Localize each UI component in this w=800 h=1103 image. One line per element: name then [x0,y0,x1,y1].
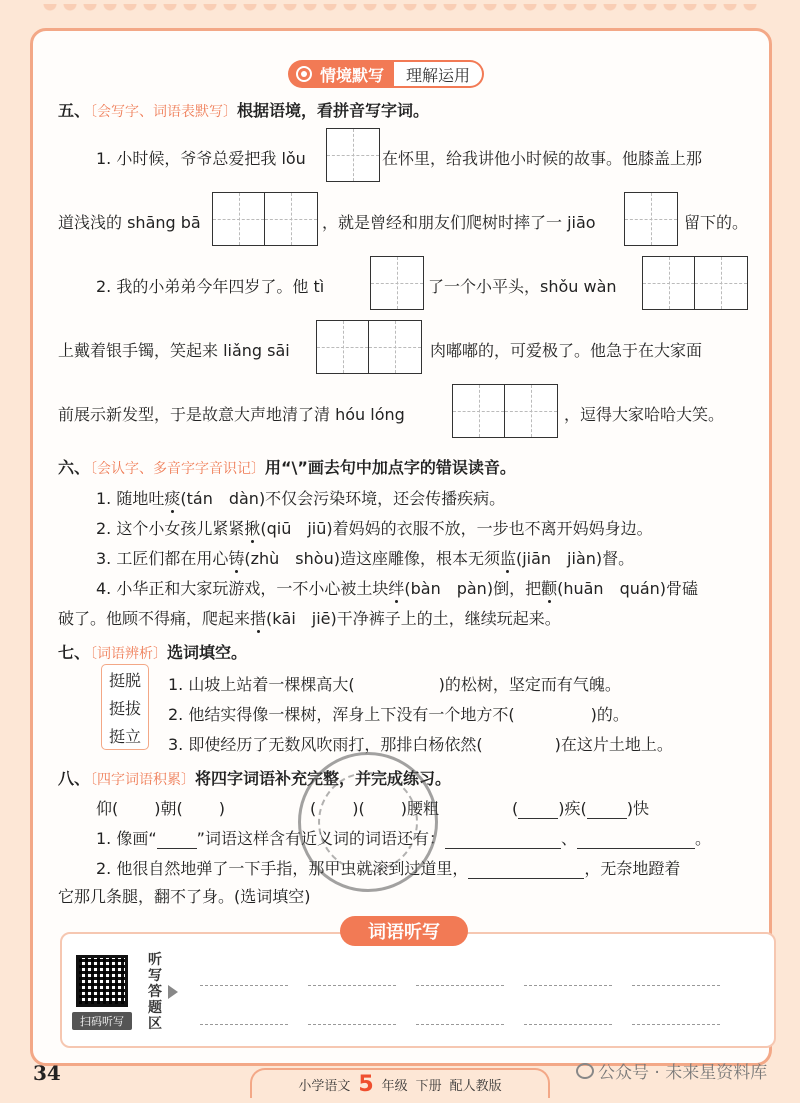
section7-tag: 〔词语辨析〕 [90,646,168,662]
s7-line3: 3. 即使经历了无数风吹雨打，那排白杨依然( )在这片土地上。 [168,735,673,754]
dotted-char: 铸 [228,549,245,568]
dictation-line[interactable] [416,985,504,986]
dictation-line[interactable] [200,1024,288,1025]
section7-title-text: 选词填空。 [167,643,248,662]
footer-tab [250,1068,550,1098]
section8-tag: 〔四字词语积累〕 [90,772,196,788]
s5-p2-line2a: 上戴着银手镯，笑起来 liǎng sāi [58,341,290,360]
answer-box-lou[interactable] [326,128,380,182]
dictation-line[interactable] [524,985,612,986]
dictation-title: 词语听写 [340,916,468,946]
footer-grade: 5 [358,1071,374,1097]
section5-title-text: 根据语境，看拼音写字词。 [237,101,430,120]
answer-box-shouwan[interactable] [642,256,748,310]
dictation-line[interactable] [416,1024,504,1025]
dotted-char: 揪 [244,519,261,538]
header-left [288,60,394,88]
answer-box-liangsai[interactable] [316,320,422,374]
dictation-line[interactable] [632,1024,720,1025]
watermark [576,1058,767,1083]
dictation-line[interactable] [524,1024,612,1025]
section6-title-text: 用“\”画去句中加点字的错误读音。 [265,458,516,477]
section5-num: 五、 [58,101,91,120]
page-number: 34 [33,1061,61,1085]
section6-title [58,455,516,478]
dictation-line[interactable] [308,985,396,986]
word-choice: 挺立 [108,726,141,746]
footer-term: 下册 [415,1078,442,1094]
dotted-char: 颧 [541,579,558,598]
s6-line1: 1. 随地吐痰(tán dàn)不仅会污染环境，还会传播疾病。 [96,489,506,508]
s5-p2-line2b-text: 肉嘟嘟的，可爱极了。他急于在大家面 [430,341,703,360]
watermark-text: 公众号 · 未来星资料库 [598,1063,768,1083]
qr-code-icon[interactable] [76,955,128,1007]
section6-num: 六、 [58,458,91,477]
idiom-3: ( )疾( )快 [512,799,649,818]
dictation-line[interactable] [632,985,720,986]
s7-line2: 2. 他结实得像一棵树，浑身上下没有一个地方不( )的。 [168,705,629,724]
dotted-char: 监 [499,549,516,568]
s8-line2: 2. 他很自然地弹了一下手指，那甲虫就滚到过道里， ，无奈地蹬着 [96,859,681,878]
s8-line3: 它那几条腿，翻不了身。(选词填空) [58,887,311,906]
word-choice-box [101,664,149,750]
qr-label: 扫码听写 [72,1012,132,1030]
footer-grade-suffix: 年级 [381,1078,408,1094]
s5-p1-line1b: 在怀里，给我讲他小时候的故事。他膝盖上那 [382,149,703,168]
s6-line2: 2. 这个小女孩儿紧紧揪(qiū jiū)着妈妈的衣服不放，一步也不离开妈妈身边。 [96,519,653,538]
s5-p1-line1a: 1. 小时候，爷爷总爱把我 lǒu [96,149,306,168]
section6-tag: 〔会认字、多音字字音识记〕 [90,461,266,477]
footer-subject: 小学语文 [298,1078,351,1094]
section-header [288,60,484,88]
answer-box-jiao[interactable] [624,192,678,246]
word-choice: 挺脱 [108,670,141,690]
word-choice: 挺拔 [108,698,141,718]
answer-box-houlong[interactable] [452,384,558,438]
idiom-2: ( )( )腰粗 [310,799,439,818]
wechat-icon [576,1063,594,1079]
s5-p2-line3b: ，逗得大家哈哈大笑。 [564,405,725,424]
s5-p2-line1b: 了一个小平头，shǒu wàn [428,277,617,296]
section7-num: 七、 [58,643,91,662]
dotted-char: 绊 [388,579,405,598]
answer-box-ti[interactable] [370,256,424,310]
s7-line1: 1. 山坡上站着一棵棵高大( )的松树，坚定而有气魄。 [168,675,621,694]
play-icon[interactable] [168,985,178,999]
top-decoration [40,4,760,26]
header-left-label: 情境默写 [320,65,385,85]
s5-p1-line2b: ，就是曾经和朋友们爬树时摔了一 jiāo [322,213,596,232]
seal-stamp-inner [318,772,418,872]
s5-p2-line3a: 前展示新发型，于是故意大声地清了清 hóu lóng [58,405,405,424]
dotted-char: 痰 [164,489,181,508]
section5-title [58,98,429,121]
answer-box-shangba[interactable] [212,192,318,246]
s6-line5: 破了。他顾不得痛，爬起来揩(kāi jiē)干净裤子上的土，继续玩起来。 [58,609,561,628]
s5-p1-line2c: 留下的。 [684,213,749,232]
dictation-line[interactable] [308,1024,396,1025]
footer-edition: 配人教版 [449,1078,502,1094]
section7-title [58,640,247,663]
dotted-char: 揩 [250,609,267,628]
s6-line3: 3. 工匠们都在用心铸(zhù shòu)造这座雕像，根本无须监(jiān jiàn)督。 [96,549,635,568]
s5-p2-line1a: 2. 我的小弟弟今年四岁了。他 tì [96,277,325,296]
header-right: 理解运用 [394,60,484,88]
s5-p1-line2a: 道浅浅的 shāng bā [58,213,201,232]
section8-title-text: 将四字词语补充完整，并完成练习。 [195,769,452,788]
dictation-side-label: 听 写 答 题 区 [148,952,162,1032]
section5-tag: 〔会写字、词语表默写〕 [90,104,238,120]
section8-num: 八、 [58,769,91,788]
target-icon [296,66,312,82]
s6-line4: 4. 小华正和大家玩游戏，一不小心被土块绊(bàn pàn)倒，把颧(huān quán)骨磕 [96,579,699,598]
dictation-line[interactable] [200,985,288,986]
s8-line1: 1. 像画“ ”词语这样含有近义词的词语还有： 、 。 [96,829,711,848]
idiom-1: 仰( )朝( ) [96,799,225,818]
